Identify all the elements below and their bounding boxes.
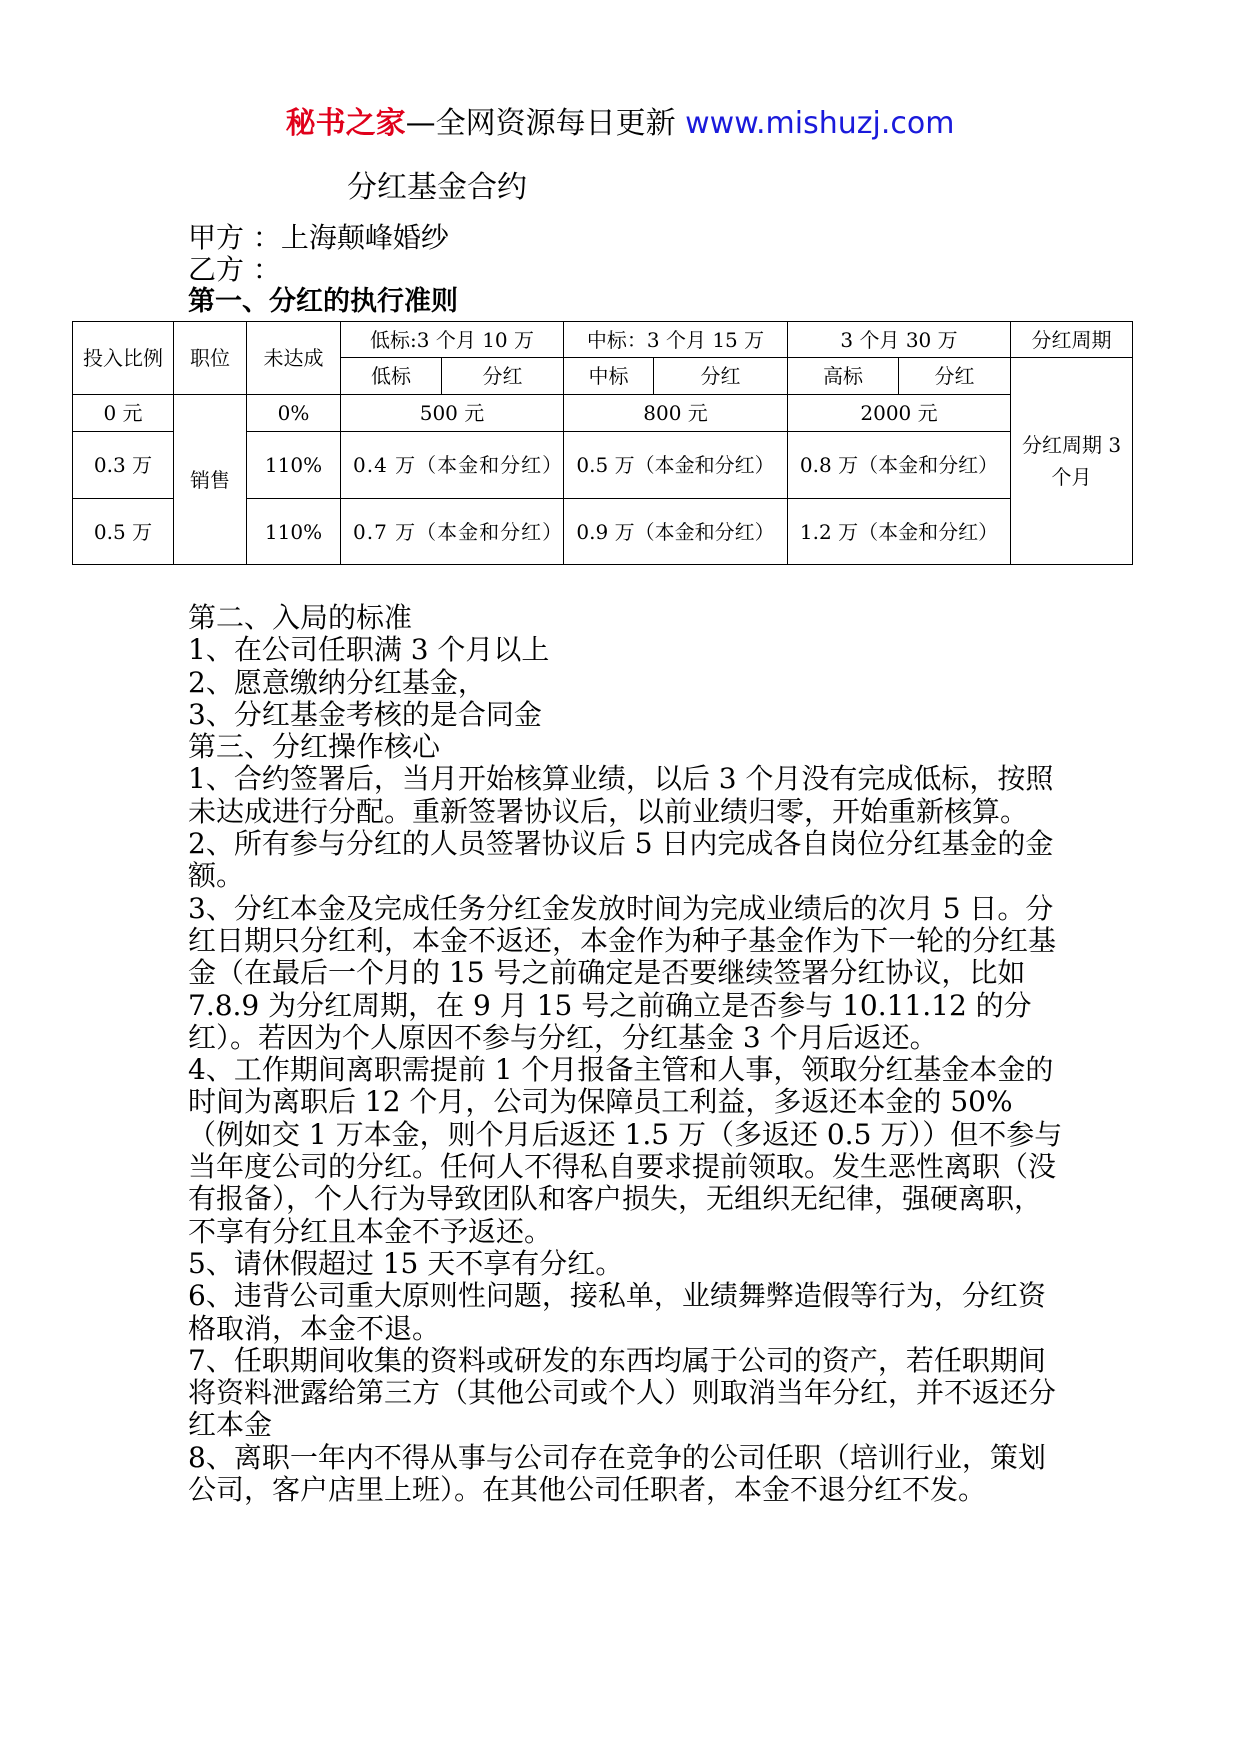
- cell-invest: 0.3 万: [73, 432, 174, 499]
- section3-heading: 第三、分红操作核心: [188, 730, 441, 764]
- header-mid-target: 中标：3 个月 15 万: [564, 322, 788, 358]
- paragraph: 3、分红基金考核的是合同金: [188, 697, 542, 731]
- cell-high: 0.8 万（本金和分红）: [788, 432, 1011, 499]
- subheader-high-dividend: 分红: [899, 358, 1011, 395]
- header-dividend-cycle: 分红周期: [1011, 322, 1133, 358]
- paragraph: 8、离职一年内不得从事与公司存在竞争的公司任职（培训行业，策划公司，客户店里上班）。在其他公司任职者，本金不退分红不发。: [188, 1440, 1046, 1507]
- header-position: 职位: [174, 322, 247, 395]
- banner-brand: 秘书之家: [285, 106, 406, 141]
- cell-unmet: 110%: [247, 432, 341, 499]
- cell-invest: 0 元: [73, 395, 174, 432]
- banner-tagline: —全网资源每日更新: [405, 106, 686, 141]
- subheader-low-dividend: 分红: [442, 358, 564, 395]
- site-banner: [0, 100, 1240, 148]
- cycle-cell: 分红周期 3 个月: [1011, 358, 1133, 565]
- party-a: 甲方 ：上海颠峰婚纱: [188, 221, 449, 254]
- paragraph: 2、愿意缴纳分红基金，: [188, 665, 486, 699]
- position-cell: 销售: [174, 395, 247, 565]
- paragraph: 2、所有参与分红的人员签署协议后 5 日内完成各自岗位分红基金的金额。: [188, 827, 1054, 893]
- header-low-target: 低标:3 个月 10 万: [341, 322, 564, 358]
- cell-high: 2000 元: [788, 395, 1011, 432]
- section2-heading: 第二、入局的标准: [188, 601, 413, 634]
- contract-body: [188, 602, 1068, 1506]
- table-header-row: [73, 322, 1133, 358]
- header-invest-ratio: 投入比例: [73, 322, 174, 395]
- cell-low: 0.7 万（本金和分红）: [341, 499, 564, 565]
- paragraph: 1、在公司任职满 3 个月以上: [188, 633, 550, 667]
- section1-heading: 第一、分红的执行准则: [188, 286, 458, 317]
- banner-url-link[interactable]: www.mishuzj.com: [685, 106, 955, 141]
- party-b: 乙方 ：: [188, 253, 281, 286]
- header-high-target: 3 个月 30 万: [788, 322, 1011, 358]
- dividend-rules-table: [72, 321, 1133, 565]
- cell-high: 1.2 万（本金和分红）: [788, 499, 1011, 565]
- document-title: 分红基金合约: [347, 170, 527, 205]
- paragraph: 1、合约签署后，当月开始核算业绩，以后 3 个月没有完成低标，按照未达成进行分配。重新签署协议后，以前业绩归零，开始重新核算。: [188, 762, 1054, 828]
- header-unmet: 未达成: [247, 322, 341, 395]
- paragraph: 4、工作期间离职需提前 1 个月报备主管和人事，领取分红基金本金的时间为离职后 12 个月，公司为保障员工利益，多返还本金的 50%（例如交 1 万本金，则个月后返还 1.5 万（多返还 0.5 万））但不参与当年度公司的分红。任何人不得私自要求提前领取。发生恶性离职（没有报备），个人行为导致团队和客户损失，无组织无纪律，强硬离职，不享有分红且本金不予返还。: [188, 1053, 1063, 1248]
- cell-mid: 0.9 万（本金和分红）: [564, 499, 788, 565]
- paragraph: 7、任职期间收集的资料或研发的东西均属于公司的资产，若任职期间将资料泄露给第三方（其他公司或个人）则取消当年分红，并不返还分红本金: [188, 1343, 1057, 1442]
- cell-low: 0.4 万（本金和分红）: [341, 432, 564, 499]
- table-row: [73, 395, 1133, 432]
- subheader-high: 高标: [788, 358, 899, 395]
- subheader-low: 低标: [341, 358, 442, 395]
- subheader-mid: 中标: [564, 358, 654, 395]
- subheader-mid-dividend: 分红: [654, 358, 788, 395]
- paragraph: 5、请休假超过 15 天不享有分红。: [188, 1246, 624, 1280]
- paragraph: 3、分红本金及完成任务分红金发放时间为完成业绩后的次月 5 日。分红日期只分红利，本金不返还，本金作为种子基金作为下一轮的分红基金（在最后一个月的 15 号之前确定是否要继续签署分红协议，比如 7.8.9 为分红周期，在 9 月 15 号之前确立是否参与 10.11.12 的分红）。若因为个人原因不参与分红，分红基金 3 个月后返还。: [188, 891, 1057, 1054]
- cell-invest: 0.5 万: [73, 499, 174, 565]
- cell-mid: 800 元: [564, 395, 788, 432]
- cell-mid: 0.5 万（本金和分红）: [564, 432, 788, 499]
- cell-low: 500 元: [341, 395, 564, 432]
- cell-unmet: 0%: [247, 395, 341, 432]
- paragraph: 6、违背公司重大原则性问题，接私单，业绩舞弊造假等行为，分红资格取消，本金不退。: [188, 1279, 1046, 1345]
- cell-unmet: 110%: [247, 499, 341, 565]
